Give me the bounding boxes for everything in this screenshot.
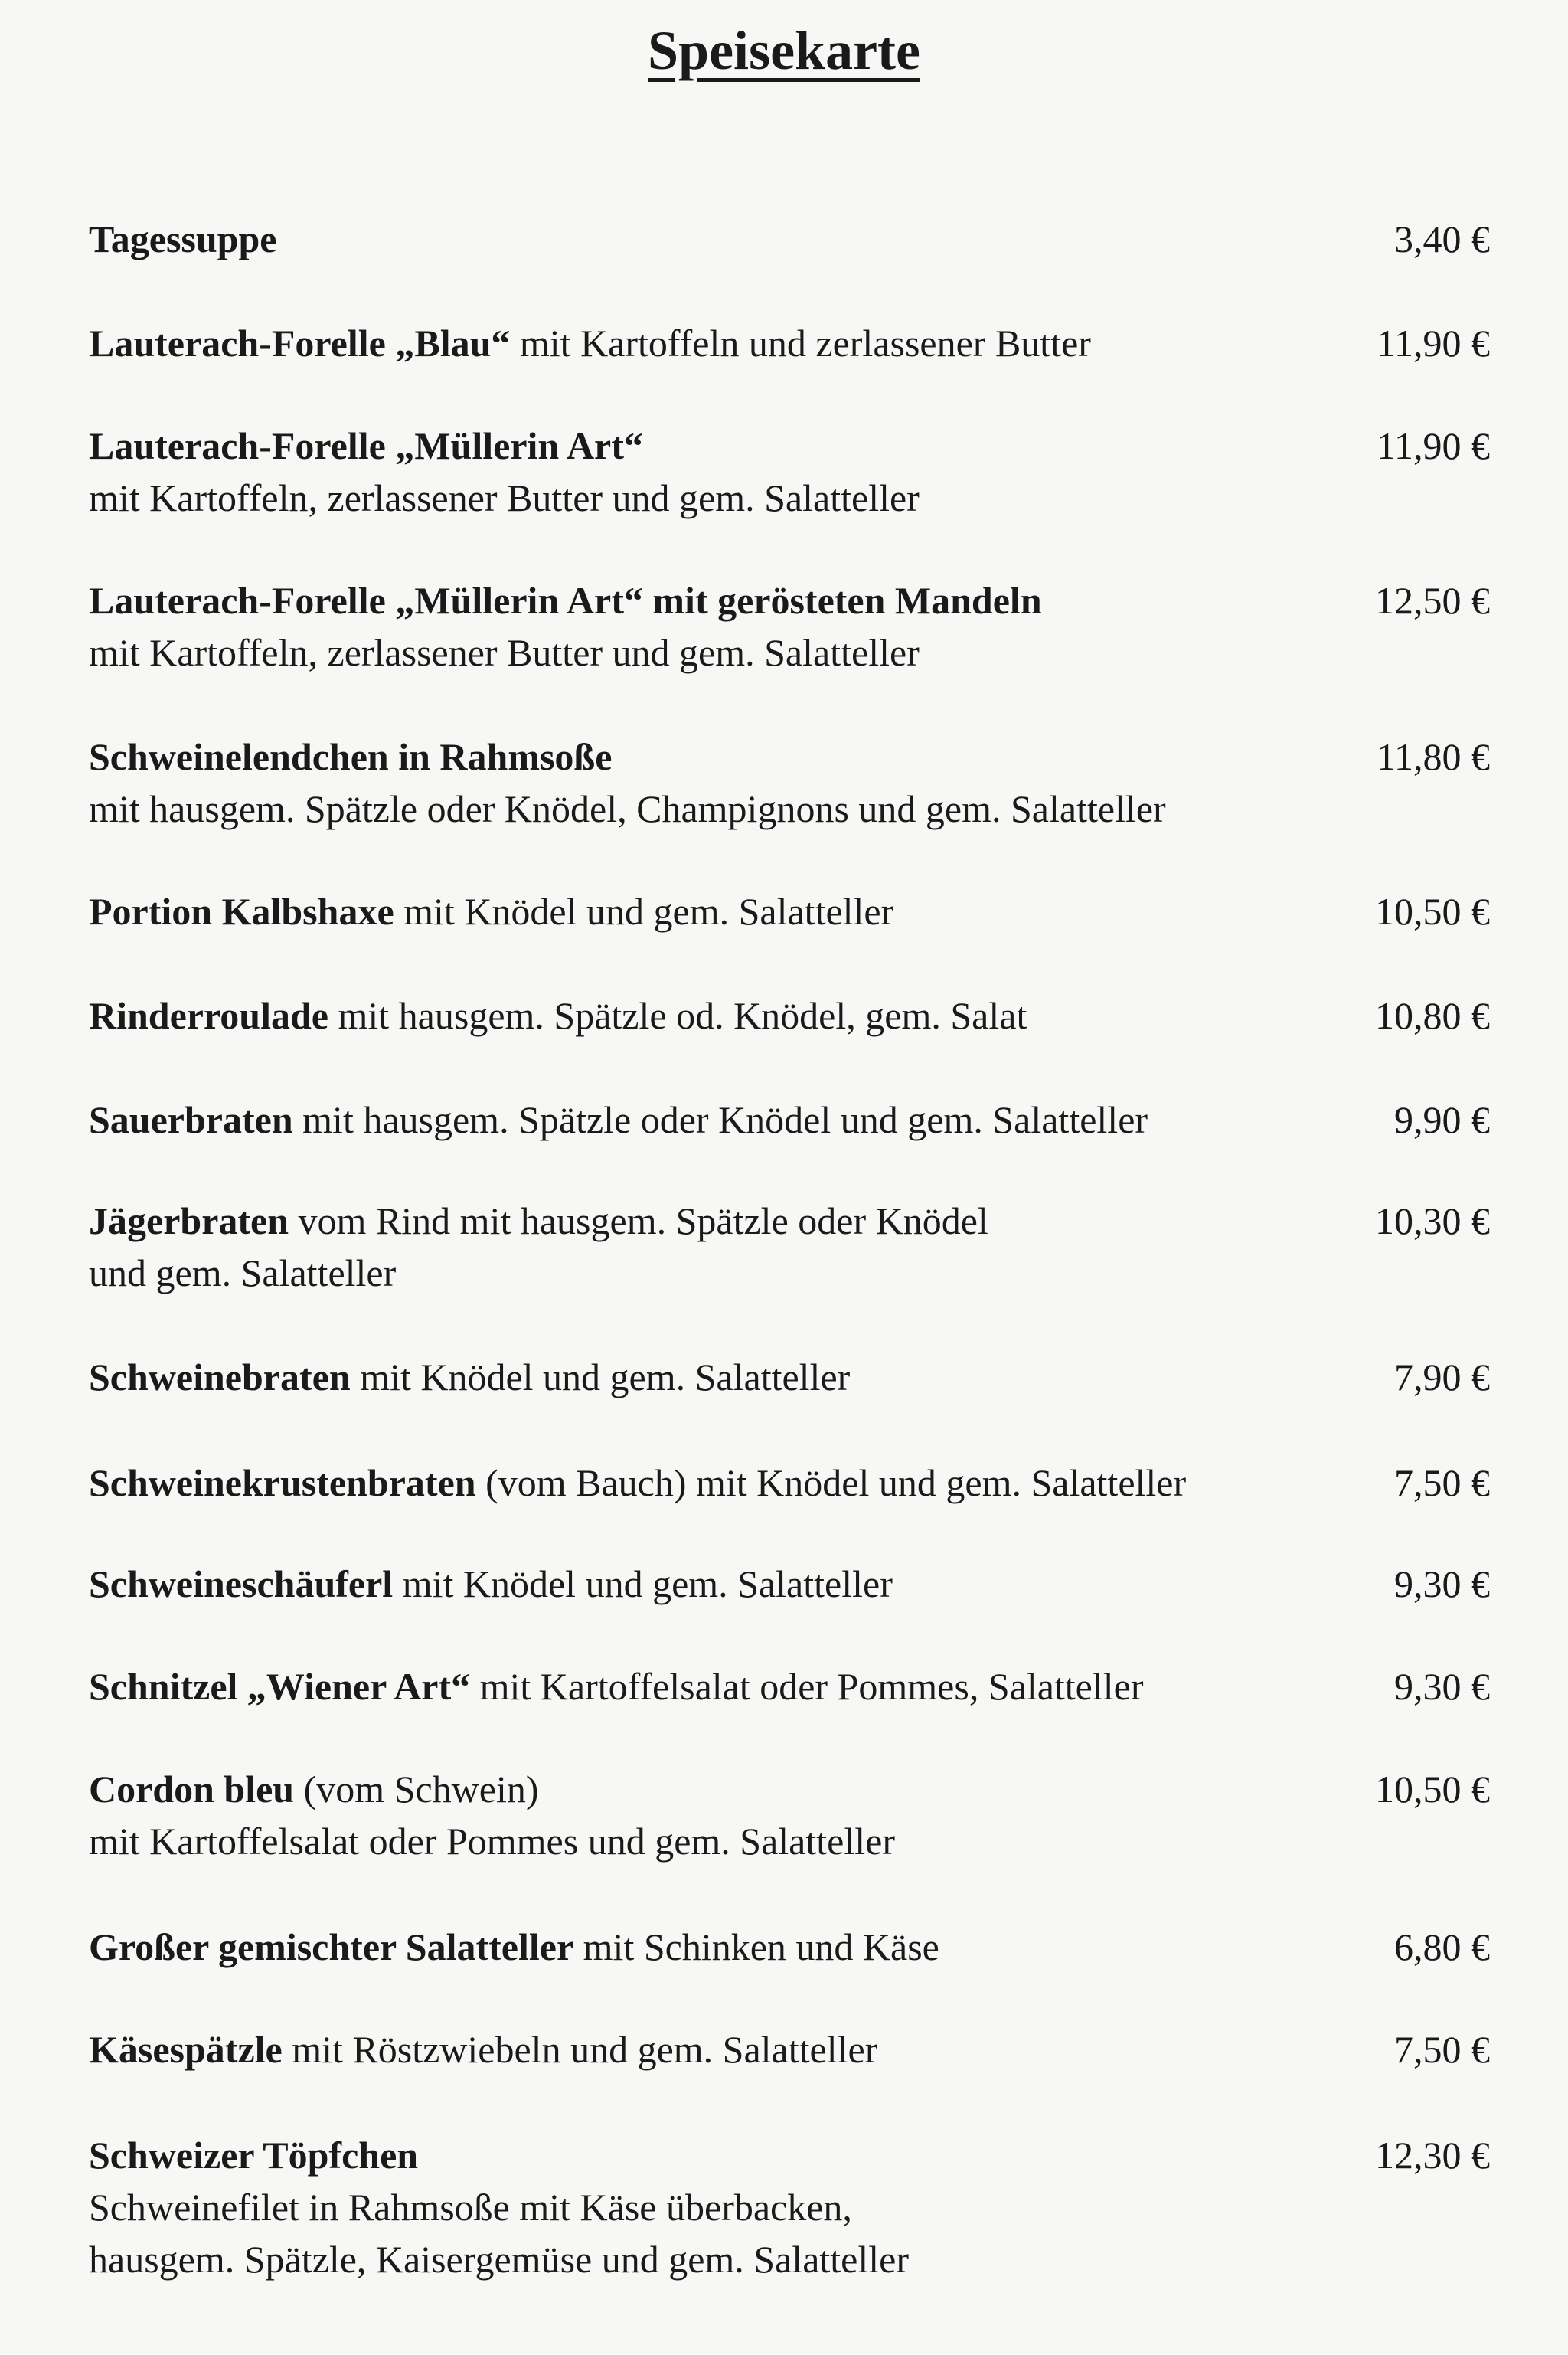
item-line-1 [89, 1558, 1521, 1610]
item-line-3: hausgem. Spätzle, Kaisergemüse und gem. Salatteller [89, 2238, 909, 2281]
menu-item [89, 1921, 1521, 1973]
menu-item [89, 1195, 1521, 1299]
item-name: Großer gemischter Salatteller [89, 1925, 574, 1968]
item-name: Sauerbraten [89, 1098, 293, 1141]
item-description: mit hausgem. Spätzle od. Knödel, gem. Salat [328, 994, 1027, 1037]
item-line-2: mit Kartoffeln, zerlassener Butter und gem. Salatteller [89, 631, 920, 674]
item-name: Portion Kalbshaxe [89, 890, 394, 933]
item-name: Schweinelendchen in Rahmsoße [89, 735, 612, 778]
item-name: Schnitzel „Wiener Art“ [89, 1665, 471, 1708]
item-name: Lauterach-Forelle „Müllerin Art“ mit gerösteten Mandeln [89, 579, 1042, 622]
item-line-1 [89, 885, 1521, 937]
menu-item [89, 213, 1521, 265]
item-line-1 [89, 213, 1521, 265]
item-price: 9,30 € [1394, 1562, 1490, 1605]
item-price: 12,30 € [1375, 2134, 1490, 2177]
item-price: 11,90 € [1376, 424, 1490, 467]
menu-item [89, 574, 1521, 679]
item-price: 10,30 € [1375, 1199, 1490, 1242]
item-line-1 [89, 1921, 1521, 1973]
menu-item [89, 420, 1521, 524]
menu-item [89, 317, 1521, 369]
item-name: Rinderroulade [89, 994, 328, 1037]
item-price: 9,30 € [1394, 1665, 1490, 1708]
item-line-2: mit Kartoffeln, zerlassener Butter und gem. Salatteller [89, 476, 920, 519]
item-description: (vom Schwein) [294, 1768, 539, 1810]
item-line-1 [89, 1351, 1521, 1403]
item-price: 11,80 € [1376, 735, 1490, 778]
item-name: Tagessuppe [89, 218, 277, 260]
menu-item [89, 2023, 1521, 2075]
page-title-text: Speisekarte [648, 20, 920, 81]
menu-item [89, 1558, 1521, 1610]
item-name: Schweineschäuferl [89, 1562, 394, 1605]
menu-item [89, 1094, 1521, 1146]
item-line-1 [89, 731, 1521, 783]
menu-item [89, 989, 1521, 1042]
item-line-1 [89, 2023, 1521, 2075]
item-line-1 [89, 317, 1521, 369]
item-line-1 [89, 1763, 1521, 1815]
menu-item [89, 1351, 1521, 1403]
item-line-1 [89, 1195, 1521, 1247]
item-line-2: mit Kartoffelsalat oder Pommes und gem. Salatteller [89, 1820, 895, 1863]
item-price: 7,90 € [1394, 1356, 1490, 1398]
item-name: Cordon bleu [89, 1768, 295, 1810]
item-price: 12,50 € [1375, 579, 1490, 622]
item-description: mit Knödel und gem. Salatteller [350, 1356, 851, 1398]
item-name: Lauterach-Forelle „Blau“ [89, 322, 511, 365]
item-price: 7,50 € [1394, 1461, 1490, 1504]
item-name: Käsespätzle [89, 2028, 283, 2071]
item-name: Schweinekrustenbraten [89, 1461, 476, 1504]
item-description: mit Kartoffeln und zerlassener Butter [510, 322, 1091, 365]
item-name: Jägerbraten [89, 1199, 289, 1242]
menu-item [89, 1660, 1521, 1712]
item-description: mit Kartoffelsalat oder Pommes, Salatteller [470, 1665, 1144, 1708]
page-title [0, 14, 1568, 87]
item-price: 3,40 € [1394, 218, 1490, 260]
item-line-1 [89, 1094, 1521, 1146]
item-price: 10,50 € [1375, 890, 1490, 933]
item-description: mit Knödel und gem. Salatteller [393, 1562, 893, 1605]
item-name: Schweizer Töpfchen [89, 2134, 419, 2177]
item-price: 9,90 € [1394, 1098, 1490, 1141]
item-line-2: mit hausgem. Spätzle oder Knödel, Champignons und gem. Salatteller [89, 787, 1166, 830]
item-name: Schweinebraten [89, 1356, 351, 1398]
item-price: 10,80 € [1375, 994, 1490, 1037]
item-line-1 [89, 1660, 1521, 1712]
item-line-1 [89, 989, 1521, 1042]
item-line-1 [89, 574, 1521, 626]
item-price: 11,90 € [1376, 322, 1490, 365]
item-description: mit Knödel und gem. Salatteller [394, 890, 894, 933]
menu-item [89, 2129, 1521, 2285]
menu-item [89, 885, 1521, 937]
menu-item [89, 731, 1521, 835]
item-price: 10,50 € [1375, 1768, 1490, 1810]
item-name: Lauterach-Forelle „Müllerin Art“ [89, 424, 643, 467]
item-line-1 [89, 2129, 1521, 2181]
menu-item [89, 1763, 1521, 1867]
item-description: mit hausgem. Spätzle oder Knödel und gem. Salatteller [292, 1098, 1148, 1141]
item-line-1 [89, 420, 1521, 472]
item-line-2: Schweinefilet in Rahmsoße mit Käse überbacken, [89, 2186, 852, 2229]
item-description: vom Rind mit hausgem. Spätzle oder Knödel [289, 1199, 988, 1242]
item-description: mit Schinken und Käse [573, 1925, 939, 1968]
menu-item [89, 1457, 1521, 1509]
item-line-2: und gem. Salatteller [89, 1251, 397, 1294]
item-description: mit Röstzwiebeln und gem. Salatteller [282, 2028, 878, 2071]
item-description: (vom Bauch) mit Knödel und gem. Salatteller [475, 1461, 1187, 1504]
item-price: 6,80 € [1394, 1925, 1490, 1968]
item-price: 7,50 € [1394, 2028, 1490, 2071]
item-line-1 [89, 1457, 1521, 1509]
